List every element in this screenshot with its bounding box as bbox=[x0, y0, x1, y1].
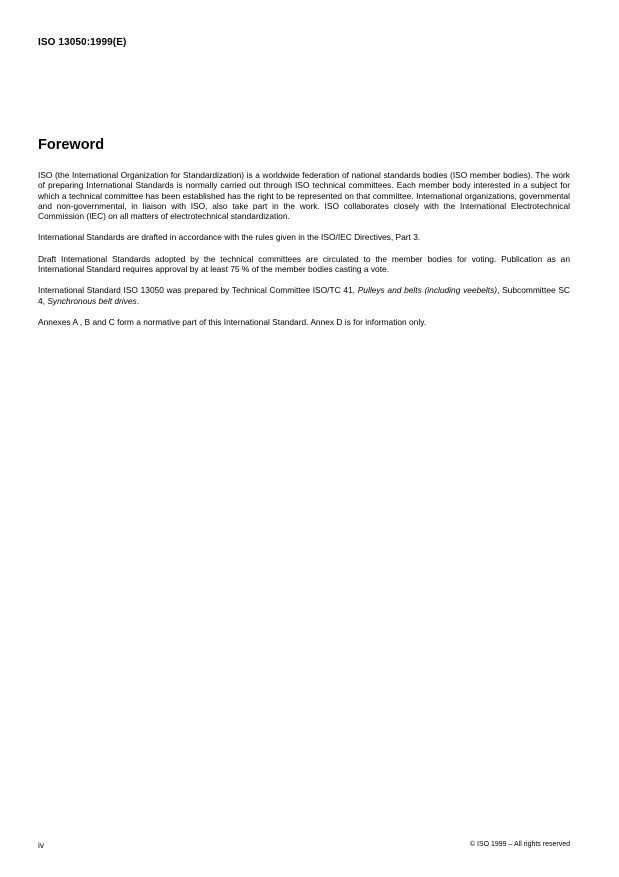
foreword-body bbox=[38, 170, 570, 338]
paragraph-drafting-rules: International Standards are drafted in accordance with the rules given in the ISO/IEC Directives, Part 3. bbox=[38, 232, 421, 243]
page-number: iv bbox=[38, 840, 45, 850]
paragraph-voting: Draft International Standards adopted by the technical committees are circulated to the member bodies for voting. Publication as an International Standard requires approval by at least 75 % of the member bodies casting a vote. bbox=[38, 253, 570, 275]
document-header-id: ISO 13050:1999(E) bbox=[38, 37, 127, 48]
copyright-notice: © ISO 1999 – All rights reserved bbox=[469, 841, 570, 848]
committee-title: Pulleys and belts (including veebelts) bbox=[357, 285, 498, 296]
section-title: Foreword bbox=[38, 137, 105, 153]
paragraph-annexes: Annexes A , B and C form a normative part of this International Standard. Annex D is for information only. bbox=[38, 316, 427, 327]
preparation-text-2: , Subcommittee SC 4, bbox=[38, 285, 570, 306]
preparation-text-1: International Standard ISO 13050 was prepared by Technical Committee ISO/TC 41, bbox=[38, 285, 358, 296]
subcommittee-title: Synchronous belt drives bbox=[47, 295, 137, 306]
paragraph-preparation bbox=[38, 285, 570, 306]
preparation-text-3: . bbox=[136, 295, 140, 306]
paragraph-iso-description: ISO (the International Organization for Standardization) is a worldwide federation of national standards bodies (ISO member bodies). The work of preparing International Standards is normally carried out through ISO technical committees. Each member body interested in a subject for which a technical committee has been established has the right to be represented on that committee. International organizations, governmental and non-governmental, in liaison with ISO, also take part in the work. ISO collaborates closely with the International Electrotechnical Commission (IEC) on all matters of electrotechnical standardization. bbox=[38, 170, 570, 222]
